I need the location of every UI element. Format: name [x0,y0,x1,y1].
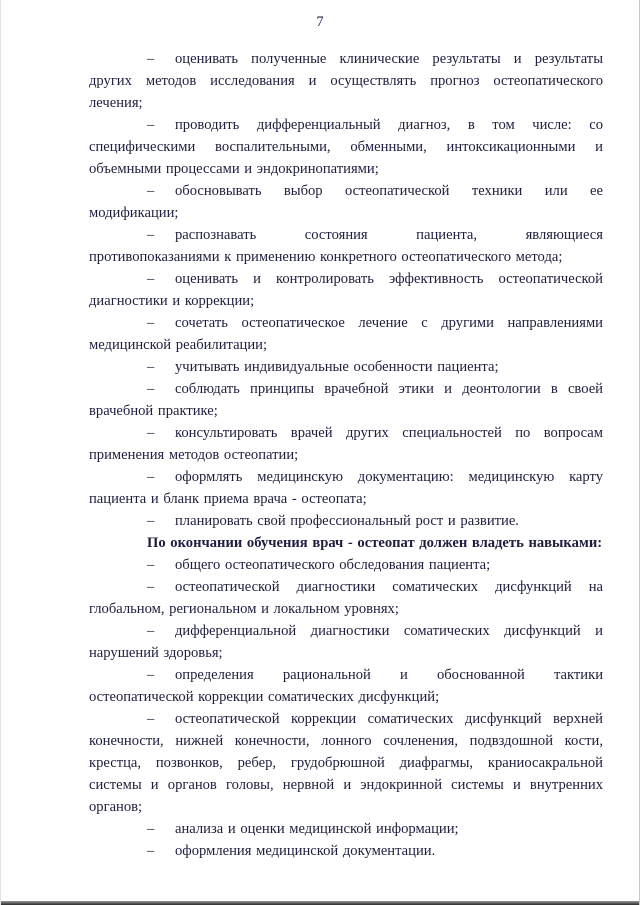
list-item [89,818,603,840]
paragraph-text: оформления медицинской документации. [175,843,436,859]
paragraph-text: проводить дифференциальный диагноз, в том числе: со специфическими воспалительными, обменными, интоксикационными и объемными процессами и эндокринопатиями; [89,117,603,177]
list-item [89,840,603,862]
list-item [89,620,603,664]
list-item [89,510,603,532]
paragraph-text: остеопатической диагностики соматических дисфункций на глобальном, региональном и локальном уровнях; [89,579,603,617]
dash-marker: – [147,51,155,67]
paragraph-text: остеопатической коррекции соматических дисфункций верхней конечности, нижней конечности, лонного сочленения, подвздошной кости, крестца, позвонков, ребер, грудобрюшной диафрагмы, краниосакральной системы и органов головы, нервной и эндокринной системы и внутренних органов; [89,711,603,815]
list-item [89,378,603,422]
paragraph-text: оценивать и контролировать эффективность остеопатической диагностики и коррекции; [89,271,603,309]
paragraph-text: оценивать полученные клинические результаты и результаты других методов исследования и осуществлять прогноз остеопатического лечения; [89,51,603,111]
list-item [89,312,603,356]
dash-marker: – [147,513,155,529]
paragraph-text: консультировать врачей других специальностей по вопросам применения методов остеопатии; [89,425,603,463]
dash-marker: – [147,117,155,133]
dash-marker: – [147,711,155,727]
dash-marker: – [147,579,155,595]
list-item [89,708,603,818]
dash-marker: – [147,227,155,243]
list-item [89,268,603,312]
dash-marker: – [147,469,155,485]
list-item [89,554,603,576]
paragraph-text: дифференциальной диагностики соматических дисфункций и нарушений здоровья; [89,623,603,661]
dash-marker: – [147,557,155,573]
list-item [89,466,603,510]
paragraph-text: оформлять медицинскую документацию: медицинскую карту пациента и бланк приема врача - остеопата; [89,469,603,507]
dash-marker: – [147,425,155,441]
page-number: 7 [316,14,324,30]
dash-marker: – [147,381,155,397]
paragraph-text: планировать свой профессиональный рост и развитие. [175,513,519,529]
paragraph-text: По окончании обучения врач - остеопат должен владеть навыками: [147,535,603,551]
document-body [1,36,639,862]
paragraph-text: анализа и оценки медицинской информации; [175,821,459,837]
list-item [89,114,603,180]
list-item [89,180,603,224]
list-item [89,422,603,466]
dash-marker: – [147,821,155,837]
dash-marker: – [147,667,155,683]
dash-marker: – [147,359,155,375]
paragraph-text: обосновывать выбор остеопатической техники или ее модификации; [89,183,603,221]
list-item [89,224,603,268]
dash-marker: – [147,315,155,331]
dash-marker: – [147,271,155,287]
dash-marker: – [147,843,155,859]
paragraph-text: общего остеопатического обследования пациента; [175,557,491,573]
dash-marker: – [147,623,155,639]
paragraph-text: учитывать индивидуальные особенности пациента; [175,359,499,375]
paragraph-text: соблюдать принципы врачебной этики и деонтологии в своей врачебной практике; [89,381,603,419]
paragraph-text: сочетать остеопатическое лечение с другими направлениями медицинской реабилитации; [89,315,603,353]
list-item [89,576,603,620]
list-item [89,356,603,378]
dash-marker: – [147,183,155,199]
list-item [89,48,603,114]
list-item [89,664,603,708]
paragraph-text: определения рациональной и обоснованной тактики остеопатической коррекции соматических дисфункций; [89,667,603,705]
section-heading [89,532,603,554]
paragraph-text: распознавать состояния пациента, являющиеся противопоказаниями к применению конкретного остеопатического метода; [89,227,603,265]
